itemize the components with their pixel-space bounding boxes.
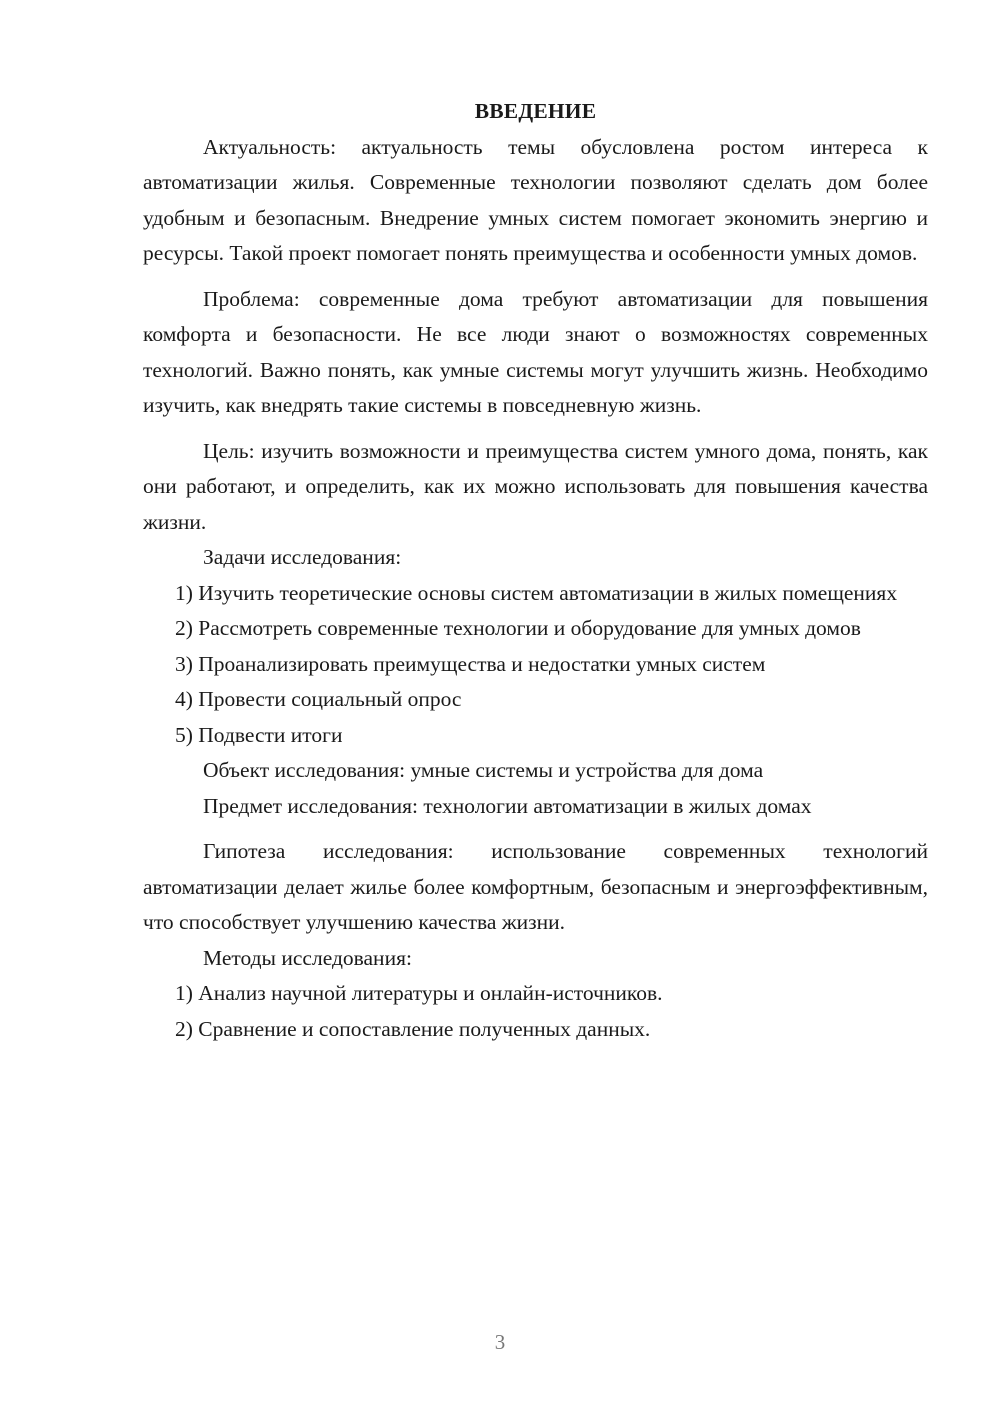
- relevance-paragraph: Актуальность: актуальность темы обусловлена ростом интереса к автоматизации жилья. Современные технологии позволяют сделать дом более удобным и безопасным. Внедрение умных систем помогает экономить энергию и ресурсы. Такой проект помогает понять преимущества и особенности умных домов.: [143, 134, 928, 265]
- page-content: [143, 94, 928, 1047]
- method-item: 2) Сравнение и сопоставление полученных данных.: [175, 1016, 651, 1041]
- task-item: 3) Проанализировать преимущества и недостатки умных систем: [175, 651, 766, 676]
- research-subject: Предмет исследования: технологии автоматизации в жилых домах: [203, 793, 812, 818]
- section-title: ВВЕДЕНИЕ: [474, 99, 597, 123]
- task-item: 2) Рассмотреть современные технологии и оборудование для умных домов: [175, 616, 861, 640]
- task-item: 1) Изучить теоретические основы систем автоматизации в жилых помещениях: [175, 580, 898, 605]
- research-object: Объект исследования: умные системы и устройства для дома: [203, 758, 764, 782]
- goal-paragraph: Цель: изучить возможности и преимущества систем умного дома, понять, как они работают, и определить, как их можно использовать для повышения качества жизни.: [143, 438, 928, 534]
- page-number: 3: [494, 1330, 506, 1354]
- methods-heading: Методы исследования:: [203, 945, 412, 970]
- tasks-heading: Задачи исследования:: [203, 545, 402, 569]
- problem-paragraph: Проблема: современные дома требуют автоматизации для повышения комфорта и безопасности. Не все люди знают о возможностях современных технологий. Важно понять, как умные системы могут улучшить жизнь. Необходимо изучить, как внедрять такие системы в повседневную жизнь.: [143, 286, 928, 417]
- method-item: 1) Анализ научной литературы и онлайн-источников.: [175, 981, 663, 1005]
- task-item: 5) Подвести итоги: [175, 722, 343, 747]
- task-item: 4) Провести социальный опрос: [175, 687, 462, 711]
- hypothesis-paragraph: Гипотеза исследования: использование современных технологий автоматизации делает жилье более комфортным, безопасным и энергоэффективным, что способствует улучшению качества жизни.: [143, 839, 928, 934]
